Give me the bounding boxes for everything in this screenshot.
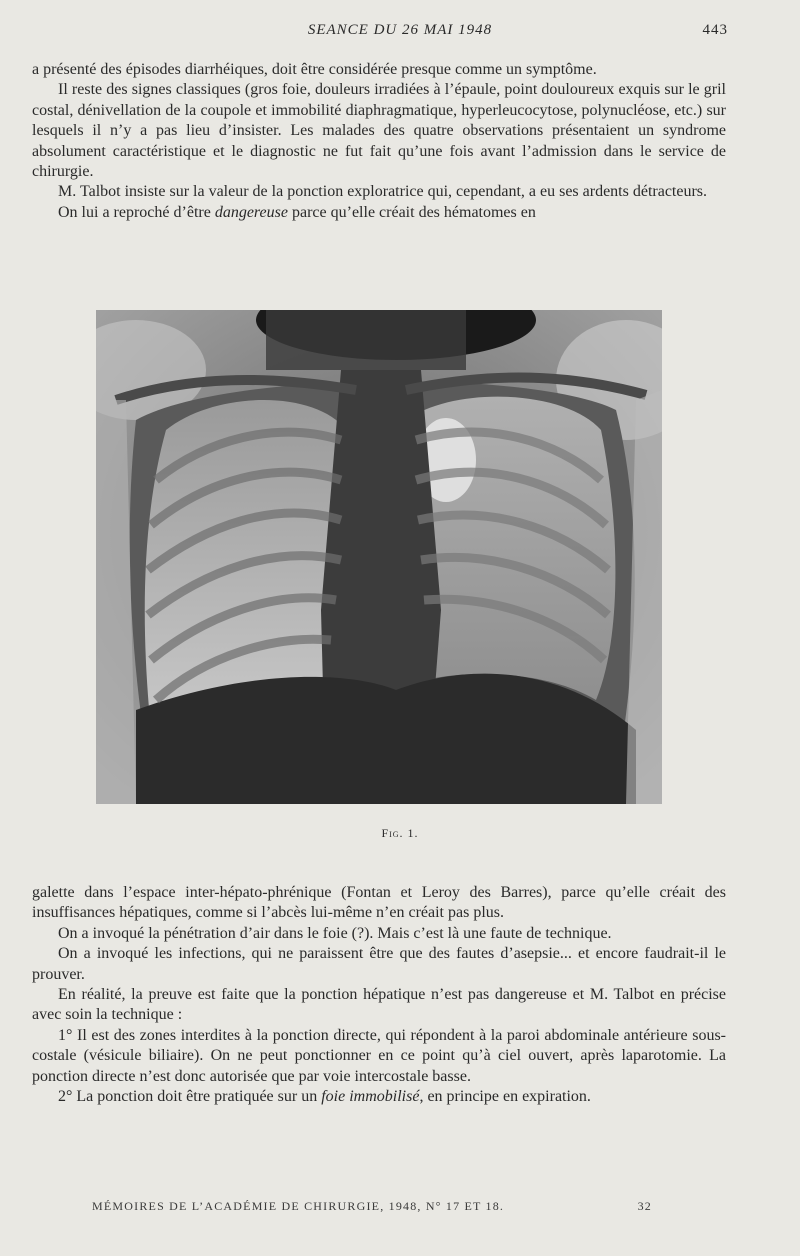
paragraph: a présenté des épisodes diarrhéiques, doit être considérée presque comme un symptôme. xyxy=(32,61,597,78)
paragraph: galette dans l’espace inter-hépato-phrénique (Fontan et Leroy des Barres), parce qu’elle créait des insuffisances hépatiques, comme si l’abcès lui-même n’en créait pas plus. xyxy=(32,884,726,922)
body-text-top xyxy=(32,60,726,223)
paragraph: M. Talbot insiste sur la valeur de la ponction exploratrice qui, cependant, a eu ses ardents détracteurs. xyxy=(58,183,708,201)
chest-xray-image xyxy=(96,310,662,804)
text-run: , en principe en expiration. xyxy=(419,1088,591,1106)
signature-mark: 32 xyxy=(637,1199,652,1213)
paragraph: 1° Il est des zones interdites à la ponction directe, qui répondent à la paroi abdominale antérieure sous-costale (vésicule biliaire). On ne peut ponctionner en ce point qu’à ciel ouvert, après laparotomie. La ponction directe n’est donc autorisée que par voie intercostale basse. xyxy=(32,1026,726,1085)
text-run: parce qu’elle créait des hématomes en xyxy=(287,203,536,221)
chest-xray-figure xyxy=(96,310,662,804)
paragraph xyxy=(32,1087,726,1107)
paragraph: On a invoqué les infections, qui ne paraissent être que des fautes d’asepsie... et encore faudrait-il le prouver. xyxy=(32,945,726,983)
page-footer xyxy=(92,1199,652,1217)
paragraph: On a invoqué la pénétration d’air dans le foie (?). Mais c’est là une faute de technique. xyxy=(58,924,612,942)
figure-caption: Fig. 1. xyxy=(381,826,419,840)
text-run: On lui a reproché d’être xyxy=(58,203,215,221)
body-text-bottom xyxy=(32,883,726,1107)
text-run: 2° La ponction doit être pratiquée sur un xyxy=(58,1088,322,1106)
paragraph: En réalité, la preuve est faite que la ponction hépatique n’est pas dangereuse et M. Talbot en précise avec soin la technique : xyxy=(32,986,726,1024)
running-title: SEANCE DU 26 MAI 1948 xyxy=(307,22,493,38)
journal-footer: MÉMOIRES DE L’ACADÉMIE DE CHIRURGIE, 1948, N° 17 ET 18. xyxy=(92,1199,505,1213)
running-header xyxy=(0,22,800,42)
paragraph: Il reste des signes classiques (gros foie, douleurs irradiées à l’épaule, point douloureux exquis sur le gril costal, dénivellation de la coupole et immobilité diaphragmatique, hyperleucocytose, polynucléose, etc.) sur lesquels il n’y a pas lieu d’insister. Les malades des quatre observations présentaient un syndrome absolument caractéristique et le diagnostic ne fut fait qu’une fois avant l’admission dans le service de chirurgie. xyxy=(32,81,726,181)
emphasis-text: foie immobilisé xyxy=(321,1088,420,1106)
emphasis-text: dangereuse xyxy=(214,203,288,221)
page-number: 443 xyxy=(702,22,728,38)
paragraph xyxy=(32,203,726,223)
